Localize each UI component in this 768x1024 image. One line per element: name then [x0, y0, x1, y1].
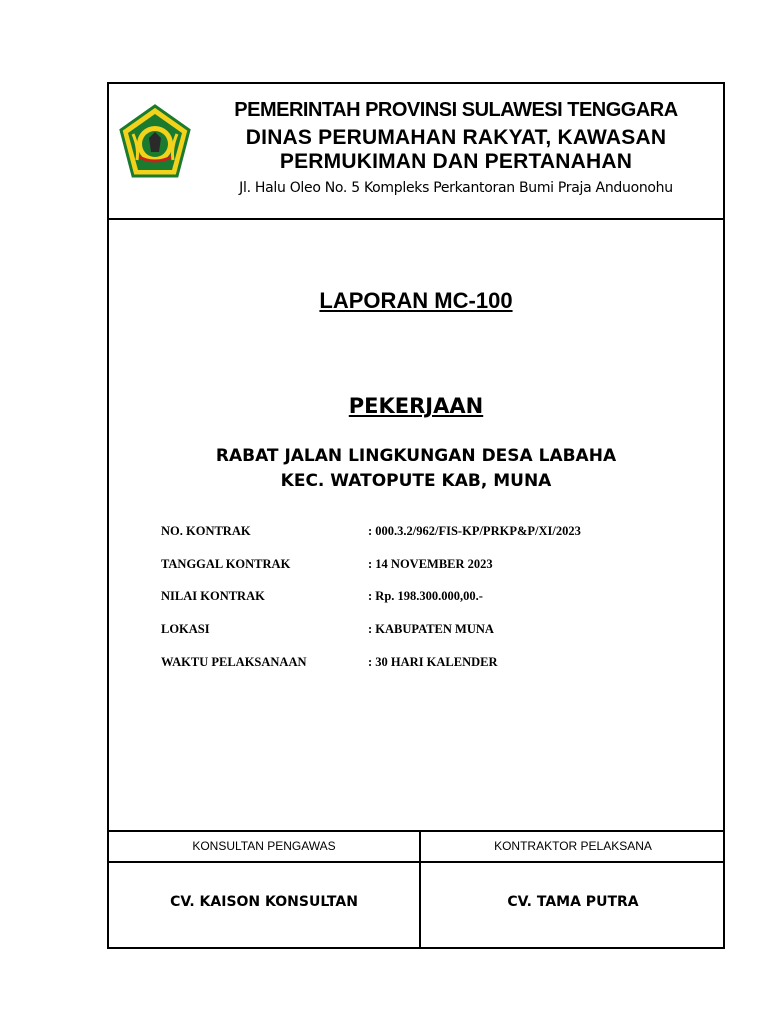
info-label: LOKASI	[161, 622, 210, 636]
info-value: : 14 NOVEMBER 2023	[368, 557, 493, 571]
info-value: : Rp. 198.300.000,00.-	[368, 589, 483, 603]
info-label: NO. KONTRAK	[161, 524, 251, 538]
info-label: TANGGAL KONTRAK	[161, 557, 291, 571]
letterhead	[109, 84, 723, 220]
contractor-name: CV. TAMA PUTRA	[507, 894, 639, 910]
contractor-heading: KONTRAKTOR PELAKSANA	[494, 839, 652, 853]
agency-name-line2: PERMUKIMAN DAN PERTANAHAN	[279, 150, 633, 173]
province-emblem-icon	[119, 104, 191, 184]
work-heading: PEKERJAAN	[348, 394, 484, 418]
consultant-name: CV. KAISON KONSULTAN	[170, 894, 358, 910]
project-location: KEC. WATOPUTE KAB, MUNA	[280, 471, 552, 491]
project-name: RABAT JALAN LINGKUNGAN DESA LABAHA	[215, 446, 617, 466]
info-row-contract-date	[161, 557, 723, 577]
info-row-location	[161, 622, 723, 642]
report-title: LAPORAN MC-100	[319, 288, 513, 313]
info-row-contract-value	[161, 589, 723, 609]
info-value: : 30 HARI KALENDER	[368, 655, 498, 669]
info-label: WAKTU PELAKSANAAN	[161, 655, 307, 669]
agency-address: Jl. Halu Oleo No. 5 Kompleks Perkantoran Bumi Praja Anduonohu	[239, 180, 673, 196]
info-row-contract-number	[161, 524, 723, 544]
agency-name-line1: DINAS PERUMAHAN RAKYAT, KAWASAN	[245, 126, 667, 149]
cover-frame	[107, 82, 725, 949]
agency-province: PEMERINTAH PROVINSI SULAWESI TENGGARA	[234, 99, 678, 121]
consultant-heading: KONSULTAN PENGAWAS	[192, 839, 336, 853]
info-value: : KABUPATEN MUNA	[368, 622, 494, 636]
signature-table	[109, 830, 723, 949]
info-label: NILAI KONTRAK	[161, 589, 265, 603]
table-divider-horizontal	[109, 861, 723, 863]
info-value: : 000.3.2/962/FIS-KP/PRKP&P/XI/2023	[368, 524, 581, 538]
info-row-duration	[161, 655, 723, 675]
